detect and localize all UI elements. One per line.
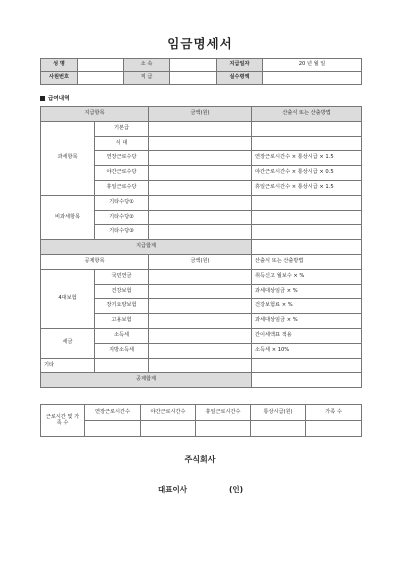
pay-date-label: 지급일자 <box>217 59 263 72</box>
hours-col-family: 가족 수 <box>306 405 362 421</box>
employee-info-table <box>40 58 362 85</box>
earning-item-name: 기타수당③ <box>95 225 149 240</box>
earning-amount-field[interactable] <box>149 166 252 181</box>
hours-table <box>40 404 362 437</box>
earning-calc <box>252 195 362 210</box>
hours-label: 근로시간 및 가족 수 <box>41 405 85 437</box>
earning-item-name: 기타수당① <box>95 195 149 210</box>
other-item-field[interactable] <box>95 358 149 373</box>
deduction-amount-field[interactable] <box>149 314 252 329</box>
earning-item-name: 휴일근로수당 <box>95 180 149 195</box>
deductions-col-calc: 산출식 또는 산출방법 <box>252 254 362 269</box>
earnings-col-amount: 금액(원) <box>149 107 252 122</box>
hourly-wage-field[interactable] <box>251 421 306 437</box>
position-field[interactable] <box>170 72 217 85</box>
section-heading <box>40 94 70 102</box>
deduction-item-name: 소득세 <box>95 328 149 343</box>
deduction-calc: 과세대상임금 × % <box>252 314 362 329</box>
deduction-item-name: 국민연금 <box>95 269 149 284</box>
earning-calc: 휴일근로시간수 × 통상시급 × 1.5 <box>252 180 362 195</box>
family-count-field[interactable] <box>306 421 362 437</box>
earnings-total-label: 지급합계 <box>41 240 252 255</box>
emp-no-label: 사원번호 <box>41 72 78 85</box>
earning-item-name: 연장근로수당 <box>95 151 149 166</box>
deduction-amount-field[interactable] <box>149 299 252 314</box>
earning-amount-field[interactable] <box>149 136 252 151</box>
document-title: 임금명세서 <box>167 36 233 51</box>
earnings-col-item: 지급항목 <box>41 107 149 122</box>
earning-amount-field[interactable] <box>149 195 252 210</box>
deduction-item-name: 건강보험 <box>95 284 149 299</box>
deduction-item-name: 지방소득세 <box>95 343 149 358</box>
deduction-amount-field[interactable] <box>149 343 252 358</box>
emp-no-field[interactable] <box>78 72 124 85</box>
hours-col-hourly-wage: 통상시급(원) <box>251 405 306 421</box>
deductions-col-item: 공제항목 <box>41 254 149 269</box>
earning-calc <box>252 136 362 151</box>
earnings-col-calc: 산출식 또는 산출방법 <box>252 107 362 122</box>
other-label: 기타 <box>41 358 95 373</box>
earning-amount-field[interactable] <box>149 210 252 225</box>
position-label: 직 급 <box>124 72 170 85</box>
earning-amount-field[interactable] <box>149 151 252 166</box>
deduction-calc: 과세대상임금 × % <box>252 284 362 299</box>
earning-calc: 연장근로시간수 × 통상시급 × 1.5 <box>252 151 362 166</box>
earning-item-name: 기타수당② <box>95 210 149 225</box>
tax-group-label: 세금 <box>41 328 95 358</box>
ceo-label: 대표이사 <box>158 485 187 494</box>
dept-label: 소 속 <box>124 59 170 72</box>
overtime-hours-field[interactable] <box>85 421 141 437</box>
deduction-item-name: 고용보험 <box>95 314 149 329</box>
earning-calc: 야간근로시간수 × 통상시급 × 0.5 <box>252 166 362 181</box>
company-name: 주식회사 <box>184 455 216 464</box>
net-pay-label: 실수령액 <box>217 72 263 85</box>
deduction-amount-field[interactable] <box>149 269 252 284</box>
deduction-calc: 간이세액표 적용 <box>252 328 362 343</box>
deduction-calc: 건강보험료 × % <box>252 299 362 314</box>
earning-calc <box>252 210 362 225</box>
name-label: 성 명 <box>41 59 78 72</box>
earning-item-name: 식 대 <box>95 136 149 151</box>
earning-item-name: 야간근로수당 <box>95 166 149 181</box>
earning-amount-field[interactable] <box>149 121 252 136</box>
deduction-amount-field[interactable] <box>149 284 252 299</box>
square-bullet-icon <box>40 96 45 101</box>
deductions-col-amount: 금액(원) <box>149 254 252 269</box>
pay-details-table <box>40 106 362 388</box>
deductions-total-field[interactable] <box>252 373 362 388</box>
earnings-total-field[interactable] <box>252 240 362 255</box>
name-field[interactable] <box>78 59 124 72</box>
hours-col-night: 야간근로시간수 <box>141 405 196 421</box>
insurance-group-label: 4대보험 <box>41 269 95 328</box>
deductions-total-label: 공제합계 <box>41 373 252 388</box>
pay-date-field[interactable]: 20 년 월 일 <box>263 59 362 72</box>
deduction-calc: 취득신고 월보수 × % <box>252 269 362 284</box>
other-calc-field[interactable] <box>252 358 362 373</box>
nontaxable-group-label: 비과세항목 <box>41 195 95 239</box>
deduction-calc: 소득세 × 10% <box>252 343 362 358</box>
deduction-amount-field[interactable] <box>149 328 252 343</box>
section-title: 급여내역 <box>48 96 70 102</box>
deduction-item-name: 장기요양보험 <box>95 299 149 314</box>
earning-amount-field[interactable] <box>149 225 252 240</box>
net-pay-field[interactable] <box>263 72 362 85</box>
dept-field[interactable] <box>170 59 217 72</box>
earning-calc <box>252 225 362 240</box>
earning-calc <box>252 121 362 136</box>
earning-item-name: 기본급 <box>95 121 149 136</box>
taxable-group-label: 과세항목 <box>41 121 95 195</box>
other-amount-field[interactable] <box>149 358 252 373</box>
hours-col-overtime: 연장근로시간수 <box>85 405 141 421</box>
seal-mark: (인) <box>229 485 244 494</box>
night-hours-field[interactable] <box>141 421 196 437</box>
hours-col-holiday: 휴일근로시간수 <box>196 405 251 421</box>
earning-amount-field[interactable] <box>149 180 252 195</box>
holiday-hours-field[interactable] <box>196 421 251 437</box>
